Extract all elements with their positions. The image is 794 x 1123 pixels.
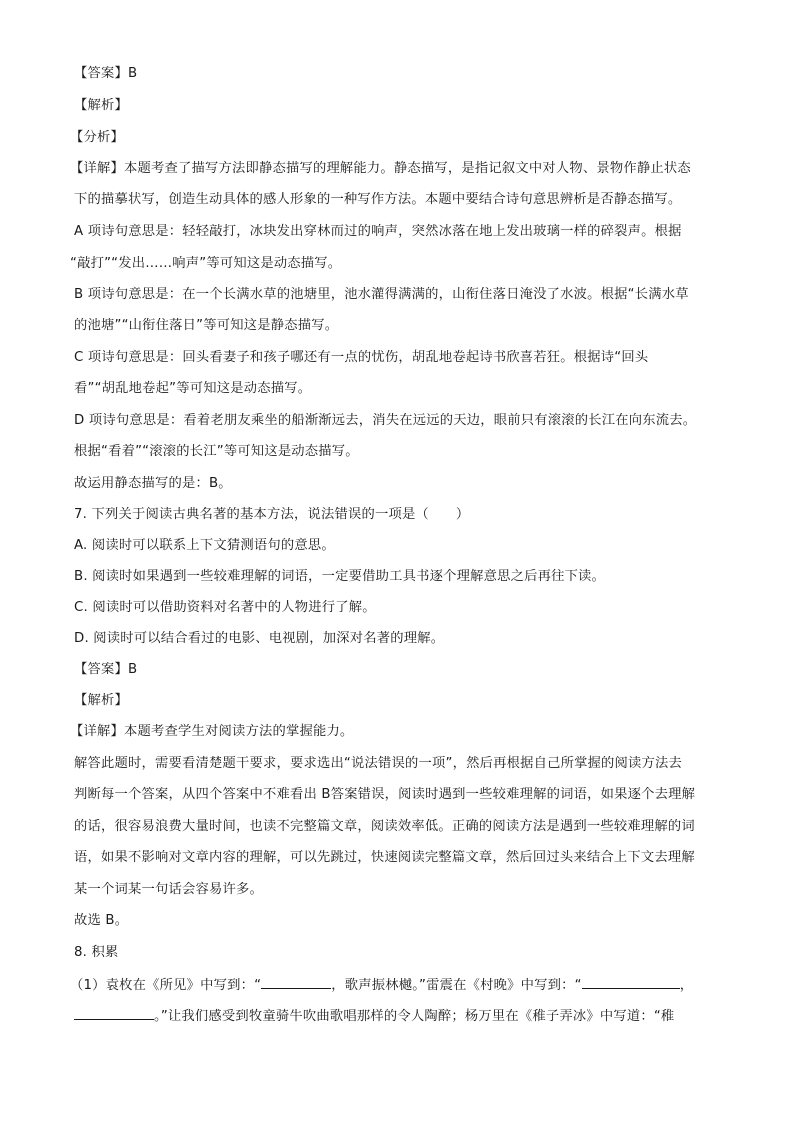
question-8-text: （1）袁枚在《所见》中写到：“: [70, 978, 262, 993]
conclusion-line: 故运用静态描写的是：B。: [74, 476, 232, 491]
question-8-text: ，歌声振林樾。”雷震在《村晚》中写到：“: [331, 978, 582, 993]
question-7-stem: 7. 下列关于阅读古典名著的基本方法，说法错误的一项是（ ）: [74, 507, 470, 522]
question-7-option-b: B. 阅读时如果遇到一些较难理解的词语，一定要借助工具书逐个理解意思之后再往下读。: [74, 569, 606, 584]
option-a-explanation: A 项诗句意思是：轻轻敲打，冰块发出穿林而过的响声，突然冰落在地上发出玻璃一样的碎裂声。根据: [74, 224, 682, 239]
option-d-explanation: D 项诗句意思是：看着老朋友乘坐的船渐渐远去，消失在远远的天边，眼前只有滚滚的长江在向东流去。: [74, 413, 697, 428]
detail-paragraph-line: 【详解】本题考查学生对阅读方法的掌握能力。: [70, 724, 354, 739]
fill-in-blank[interactable]: [74, 1005, 154, 1020]
option-b-explanation: 的池塘”“山衔住落日”等可知这是静态描写。: [74, 318, 339, 333]
analysis-label: 【解析】: [74, 98, 128, 113]
detail-paragraph-line: 解答此题时，需要看清楚题干要求，要求选出“说法错误的一项”，然后再根据自己所掌握的阅读方法去: [74, 756, 683, 771]
question-8-stem: 8. 积累: [74, 945, 119, 960]
answer-label: 【答案】B: [74, 66, 138, 81]
question-7-option-c: C. 阅读时可以借助资料对名著中的人物进行了解。: [74, 600, 376, 615]
fill-in-blank[interactable]: [261, 974, 331, 989]
detail-paragraph-line: 的话，很容易浪费大量时间，也读不完整篇文章，阅读效率低。正确的阅读方法是遇到一些较难理解的词: [74, 819, 695, 834]
option-a-explanation: “敲打”“发出……响声”等可知这是动态描写。: [70, 256, 342, 271]
analysis-label: 【解析】: [74, 693, 128, 708]
question-7-option-a: A. 阅读时可以联系上下文猜测语句的意思。: [74, 538, 335, 553]
option-c-explanation: 看”“胡乱地卷起”等可知这是动态描写。: [74, 381, 312, 396]
question-8-line-1: [70, 974, 693, 996]
fenxi-label: 【分析】: [70, 130, 124, 145]
question-8-text: ，: [679, 978, 694, 993]
detail-paragraph-line: 语，如果不影响对文章内容的理解，可以先跳过，快速阅读完整篇文章，然后回过头来结合上下文去理解: [74, 850, 695, 865]
fill-in-blank[interactable]: [582, 974, 680, 989]
question-8-text: 。”让我们感受到牧童骑牛吹曲歌唱那样的令人陶醉；杨万里在《稚子弄冰》中写道：“稚: [154, 1009, 675, 1024]
question-8-line-2: [74, 1005, 674, 1027]
answer-label: 【答案】B: [74, 662, 138, 677]
detail-paragraph-line: 判断每一个答案，从四个答案中不难看出 B答案错误，阅读时遇到一些较难理解的词语，如果逐个去理解: [74, 787, 696, 802]
option-d-explanation: 根据“看着”“滚滚的长江”等可知这是动态描写。: [74, 444, 359, 459]
option-b-explanation: B 项诗句意思是：在一个长满水草的池塘里，池水灌得满满的，山衔住落日淹没了水波。根据“长满水草: [74, 287, 689, 302]
option-c-explanation: C 项诗句意思是：回头看妻子和孩子哪还有一点的忧伤，胡乱地卷起诗书欣喜若狂。根据诗“回头: [74, 350, 649, 365]
detail-paragraph-line: 某一个词某一句话会容易许多。: [74, 882, 263, 897]
detail-paragraph-line: 【详解】本题考查了描写方法即静态描写的理解能力。静态描写，是指记叙文中对人物、景物作静止状态: [70, 161, 691, 176]
question-7-option-d: D. 阅读时可以结合看过的电影、电视剧，加深对名著的理解。: [74, 631, 445, 646]
conclusion-line: 故选 B。: [74, 913, 129, 928]
detail-paragraph-line: 下的描摹状写，创造生动具体的感人形象的一种写作方法。本题中要结合诗句意思辨析是否静态描写。: [74, 192, 682, 207]
